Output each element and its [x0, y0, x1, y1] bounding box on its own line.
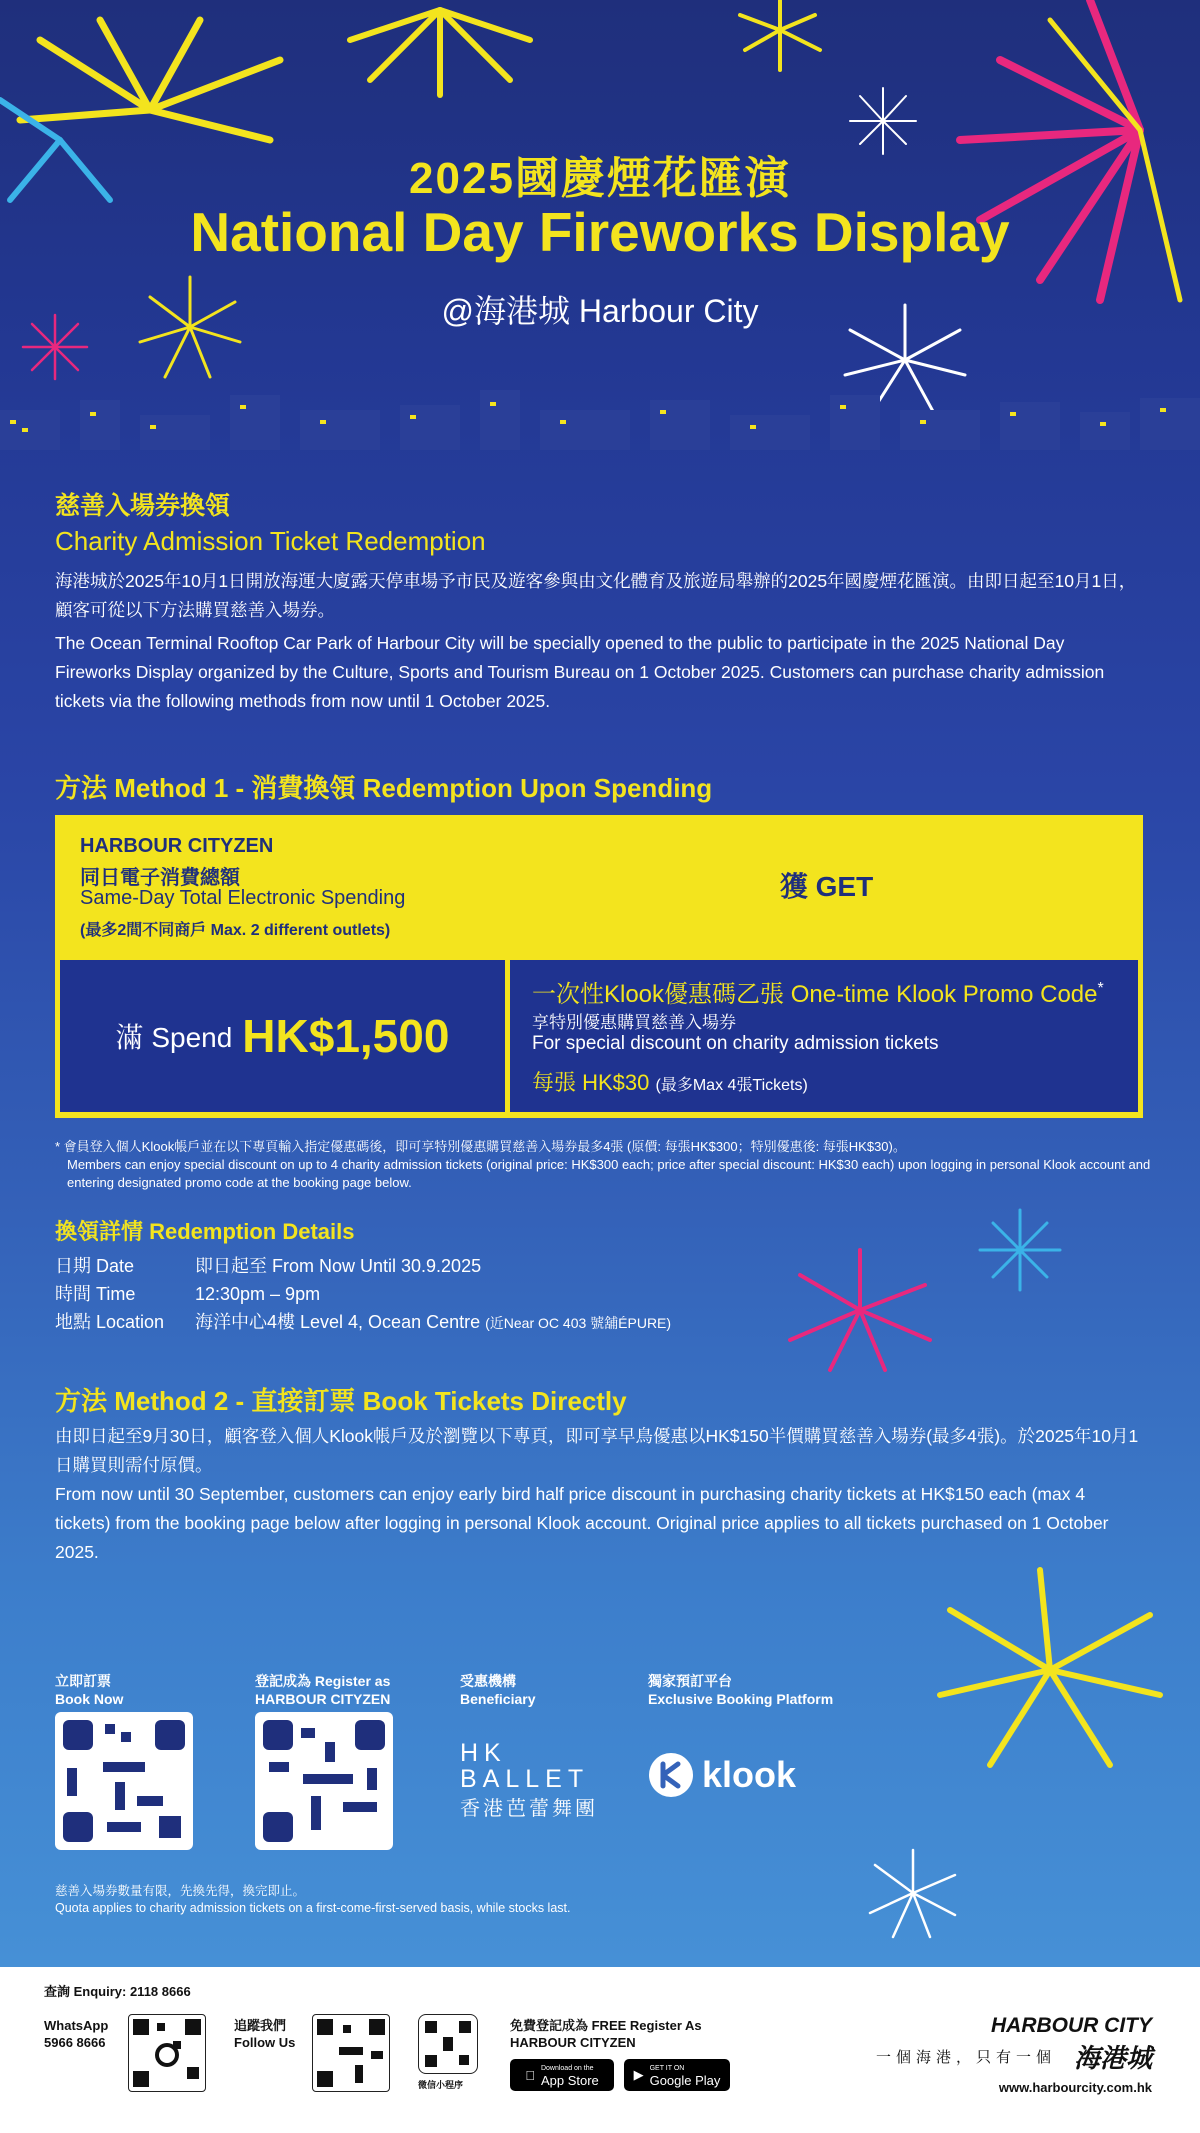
register-footer-1: 免費登記成為 FREE Register As: [510, 2018, 702, 2033]
charity-heading-en: Charity Admission Ticket Redemption: [55, 526, 486, 556]
location-value: [195, 1308, 671, 1337]
website-link[interactable]: www.harbourcity.com.hk: [998, 2080, 1152, 2095]
details-row-date: [55, 1252, 955, 1280]
firework-small-yellow-icon: [730, 0, 830, 80]
klook-logo: [648, 1752, 796, 1798]
whatsapp-label: [44, 2017, 108, 2051]
promo-price-limit: (最多Max 4張Tickets): [655, 1077, 808, 1094]
details-row-time: [55, 1280, 955, 1308]
register-qr-code[interactable]: [255, 1712, 393, 1850]
get-cell: [510, 815, 1143, 955]
hk-ballet-line1: HK: [460, 1739, 507, 1767]
follow-label: [234, 2017, 295, 2051]
location-main: 海洋中心4樓 Level 4, Ocean Centre: [195, 1312, 486, 1332]
logo-zh: 海港城: [1073, 2043, 1152, 2073]
method2-heading: 方法 Method 2 - 直接訂票 Book Tickets Directly: [55, 1386, 627, 1416]
quota-note: [55, 1883, 570, 1917]
method2-paragraph-en: From now until 30 September, customers can enjoy early bird half price discount in purchasing charity tickets at HK$150 each (max 4 tickets) from the booking page below after logging in personal Klook account. Original price applies to all tickets purchased on 1 October 2025.: [55, 1484, 1109, 1562]
get-label: 獲 GET: [779, 871, 874, 902]
details-heading: 換領詳情 Redemption Details: [55, 1219, 355, 1244]
follow-en: Follow Us: [234, 2035, 296, 2050]
method1-note-en: Members can enjoy special discount on up to 4 charity admission tickets (original price: HK$300 each; price after special discount: HK$30 each) upon logging in personal Klook account and entering designated promo code at the booking page below.: [67, 1157, 1151, 1190]
follow-zh: 追蹤我們: [234, 2018, 287, 2033]
date-label: 日期 Date: [55, 1256, 135, 1276]
book-now-label: [55, 1672, 123, 1708]
register-zh: 登記成為 Register as: [255, 1673, 391, 1689]
method1-note: [55, 1138, 1155, 1192]
whatsapp-qr-code[interactable]: [128, 2014, 206, 2092]
method1-note-zh: * 會員登入個人Klook帳戶並在以下專頁輸入指定優惠碼後，即可享特別優惠購買慈善入場券最多4張 (原價: 每張HK$300；特別優惠後: 每張HK$30)。: [55, 1139, 906, 1154]
outlets-note: (最多2間不同商戶 Max. 2 different outlets): [80, 922, 391, 939]
qr-pattern-icon: [313, 2015, 389, 2091]
method2-body: [55, 1422, 1145, 1567]
app-store-label: App Store: [536, 2073, 594, 2088]
beneficiary-label: [460, 1672, 535, 1708]
spend-prefix: 滿 Spend: [115, 1022, 233, 1053]
logo-en: HARBOUR CITY: [991, 2014, 1152, 2037]
method2-paragraph-zh: 由即日起至9月30日，顧客登入個人Klook帳戶及於瀏覽以下專頁，即可享早鳥優惠以HK$150半價購買慈善入場券(最多4張)。於2025年10月1日購買則需付原價。: [55, 1426, 1139, 1475]
date-value: 即日起至 From Now Until 30.9.2025: [195, 1256, 482, 1276]
whatsapp-icon: [129, 2015, 205, 2091]
firework-yellow-bottom-right-icon: [930, 1565, 1170, 1775]
spending-label-en: Same-Day Total Electronic Spending: [80, 887, 406, 909]
mini-program-label: 微信小程序: [418, 2080, 464, 2090]
time-label: 時間 Time: [55, 1284, 136, 1304]
promo-code-title: [532, 974, 1104, 1009]
charity-heading-zh: 慈善入場券換領: [55, 492, 231, 520]
enquiry-text: 查詢 Enquiry: 2118 8666: [44, 1984, 191, 1999]
beneficiary-zh: 受惠機構: [460, 1673, 516, 1689]
follow-qr-code[interactable]: [312, 2014, 390, 2092]
register-footer-label: [510, 2017, 702, 2051]
cityzen-label: HARBOUR CITYZEN: [80, 835, 274, 857]
beneficiary-en: Beneficiary: [460, 1691, 536, 1707]
register-label: [255, 1672, 390, 1708]
google-play-icon: ▶: [633, 2067, 644, 2082]
hk-ballet-line2: BALLET: [460, 1765, 590, 1793]
promo-price-text: 每張 HK$30: [532, 1070, 650, 1095]
method1-table: [55, 815, 1143, 1118]
platform-label: [648, 1672, 833, 1708]
spend-amount-cell: [60, 960, 505, 1112]
klook-wordmark: klook: [702, 1754, 797, 1795]
spending-requirement-cell: [55, 815, 504, 955]
book-now-qr-code[interactable]: [55, 1712, 193, 1850]
firework-cyan-middle-icon: [975, 1205, 1065, 1295]
platform-en: Exclusive Booking Platform: [648, 1691, 834, 1707]
hk-ballet-zh: 香港芭蕾舞團: [460, 1798, 598, 1820]
hero-title-zh: 2025國慶煙花匯演: [409, 154, 791, 203]
quota-en: Quota applies to charity admission tickets on a first-come-first-served basis, while stocks last.: [55, 1901, 571, 1915]
book-now-en: Book Now: [55, 1691, 124, 1707]
firework-white-bottom-right-icon: [865, 1845, 960, 1940]
details-row-location: [55, 1308, 955, 1337]
platform-zh: 獨家預訂平台: [648, 1673, 732, 1689]
whatsapp-text: WhatsApp: [44, 2018, 109, 2033]
google-play-label: Google Play: [649, 2073, 721, 2088]
location-label: 地點 Location: [55, 1312, 165, 1332]
hero-subtitle: @海港城 Harbour City: [441, 293, 759, 329]
qr-pattern-icon: [55, 1712, 193, 1850]
reward-cell: [510, 960, 1138, 1112]
app-store-button[interactable]: [510, 2059, 614, 2091]
method1-heading: 方法 Method 1 - 消費換領 Redemption Upon Spending: [55, 773, 713, 803]
app-store-small: Download on the: [536, 2065, 589, 2072]
firework-yellow-top-center-icon: [340, 0, 540, 110]
promo-asterisk: *: [1097, 980, 1104, 997]
time-value: 12:30pm – 9pm: [195, 1284, 321, 1304]
register-footer-2: HARBOUR CITYZEN: [510, 2035, 636, 2050]
klook-mark-icon: [648, 1752, 694, 1798]
redemption-details: [55, 1215, 955, 1337]
book-now-zh: 立即訂票: [55, 1673, 111, 1689]
promo-desc-en: For special discount on charity admission tickets: [532, 1033, 939, 1054]
hk-ballet-logo: [460, 1740, 598, 1821]
spending-label-zh: 同日電子消費總額: [80, 867, 240, 889]
qr-pattern-icon: [255, 1712, 393, 1850]
quota-zh: 慈善入場券數量有限，先換先得，換完即止。: [55, 1884, 306, 1898]
hero-title-en: National Day Fireworks Display: [190, 201, 1010, 263]
register-en: HARBOUR CITYZEN: [255, 1691, 391, 1707]
google-play-button[interactable]: [624, 2059, 730, 2091]
promo-code-title-text: 一次性Klook優惠碼乙張 One-time Klook Promo Code: [532, 981, 1098, 1008]
charity-paragraph-en: The Ocean Terminal Rooftop Car Park of Harbour City will be specially opened to the public to participate in the 2025 National Day Fireworks Display organized by the Culture, Sports and Tourism Bureau on 1 October 2025. Customers can purchase charity admission tickets via the following methods from now until 1 October 2025.: [55, 633, 1105, 711]
slogan: 一個海港，只有一個: [876, 2049, 1057, 2066]
promo-price: [532, 1066, 808, 1097]
location-note: (近Near OC 403 號舖ÉPURE): [485, 1315, 672, 1331]
wechat-mini-program-icon: [419, 2015, 477, 2073]
charity-paragraph-zh: 海港城於2025年10月1日開放海運大廈露天停車場予市民及遊客參與由文化體育及旅遊局舉辦的2025年國慶煙花匯演。由即日起至10月1日，顧客可從以下方法購買慈善入場券。: [55, 571, 1137, 620]
mini-program-qr-code[interactable]: [418, 2014, 478, 2074]
city-skyline-icon: [0, 390, 1200, 450]
footer: [0, 1967, 1200, 2133]
promo-desc-zh: 享特別優惠購買慈善入場券: [532, 1013, 736, 1032]
google-play-small: GET IT ON: [649, 2065, 685, 2072]
whatsapp-number: 5966 8666: [44, 2035, 106, 2050]
spend-amount: HK$1,500: [242, 1010, 450, 1062]
charity-section: [55, 486, 1145, 716]
apple-icon: [525, 2068, 535, 2083]
